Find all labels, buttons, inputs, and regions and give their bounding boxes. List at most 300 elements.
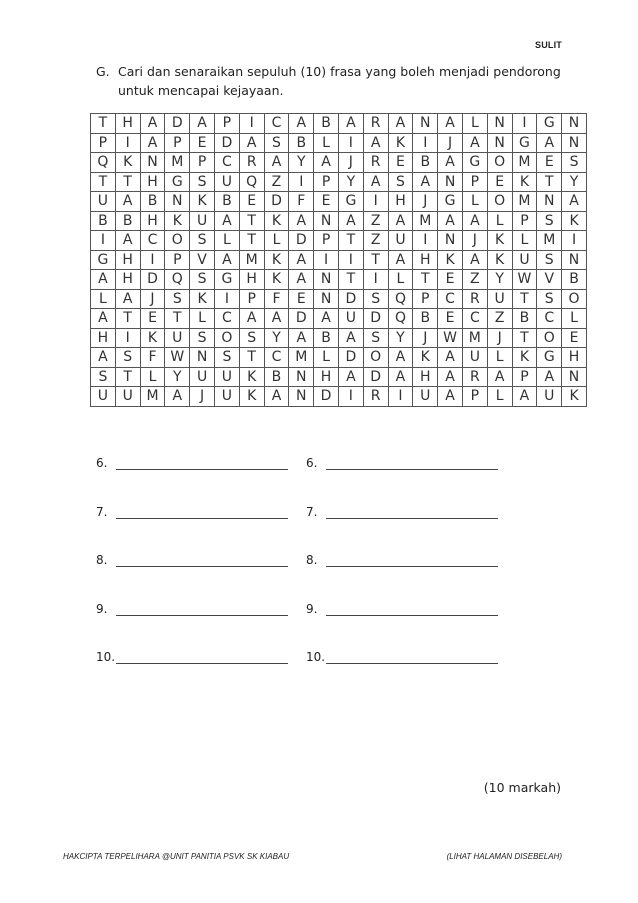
- grid-cell[interactable]: Y: [165, 367, 190, 387]
- grid-cell[interactable]: Q: [165, 270, 190, 290]
- grid-cell[interactable]: H: [91, 328, 116, 348]
- grid-cell[interactable]: K: [140, 328, 165, 348]
- grid-cell[interactable]: R: [462, 289, 487, 309]
- grid-cell[interactable]: M: [537, 231, 562, 251]
- grid-cell[interactable]: A: [462, 211, 487, 231]
- grid-cell[interactable]: K: [562, 387, 587, 407]
- grid-cell[interactable]: A: [338, 114, 363, 134]
- grid-cell[interactable]: E: [239, 192, 264, 212]
- grid-cell[interactable]: O: [487, 153, 512, 173]
- grid-cell[interactable]: S: [264, 133, 289, 153]
- grid-cell[interactable]: E: [438, 309, 463, 329]
- grid-cell[interactable]: N: [314, 211, 339, 231]
- grid-cell[interactable]: G: [438, 192, 463, 212]
- grid-cell[interactable]: T: [363, 250, 388, 270]
- grid-cell[interactable]: S: [363, 289, 388, 309]
- grid-cell[interactable]: A: [338, 328, 363, 348]
- grid-cell[interactable]: D: [363, 367, 388, 387]
- grid-cell[interactable]: B: [413, 309, 438, 329]
- grid-cell[interactable]: U: [214, 387, 239, 407]
- grid-cell[interactable]: Z: [264, 172, 289, 192]
- grid-cell[interactable]: G: [338, 192, 363, 212]
- grid-cell[interactable]: P: [165, 133, 190, 153]
- grid-cell[interactable]: T: [115, 367, 140, 387]
- grid-cell[interactable]: T: [512, 289, 537, 309]
- grid-cell[interactable]: D: [363, 309, 388, 329]
- grid-cell[interactable]: F: [289, 192, 314, 212]
- grid-cell[interactable]: K: [264, 250, 289, 270]
- grid-cell[interactable]: K: [264, 270, 289, 290]
- grid-cell[interactable]: A: [438, 367, 463, 387]
- grid-cell[interactable]: U: [91, 387, 116, 407]
- grid-cell[interactable]: B: [91, 211, 116, 231]
- grid-cell[interactable]: D: [289, 231, 314, 251]
- grid-cell[interactable]: N: [562, 114, 587, 134]
- grid-cell[interactable]: J: [462, 231, 487, 251]
- grid-cell[interactable]: D: [338, 289, 363, 309]
- grid-cell[interactable]: T: [91, 114, 116, 134]
- grid-cell[interactable]: Y: [562, 172, 587, 192]
- answer-line-input[interactable]: [326, 554, 498, 567]
- grid-cell[interactable]: I: [363, 270, 388, 290]
- grid-cell[interactable]: I: [413, 133, 438, 153]
- grid-cell[interactable]: K: [190, 192, 215, 212]
- answer-line-input[interactable]: [326, 506, 498, 519]
- grid-cell[interactable]: K: [512, 172, 537, 192]
- grid-cell[interactable]: P: [314, 231, 339, 251]
- grid-cell[interactable]: S: [115, 348, 140, 368]
- grid-cell[interactable]: U: [413, 387, 438, 407]
- grid-cell[interactable]: U: [190, 367, 215, 387]
- grid-cell[interactable]: Z: [487, 309, 512, 329]
- grid-cell[interactable]: D: [314, 387, 339, 407]
- grid-cell[interactable]: H: [413, 250, 438, 270]
- grid-cell[interactable]: L: [264, 231, 289, 251]
- grid-cell[interactable]: L: [314, 348, 339, 368]
- grid-cell[interactable]: A: [190, 114, 215, 134]
- grid-cell[interactable]: U: [462, 348, 487, 368]
- grid-cell[interactable]: U: [214, 367, 239, 387]
- grid-cell[interactable]: A: [388, 211, 413, 231]
- grid-cell[interactable]: U: [190, 211, 215, 231]
- grid-cell[interactable]: P: [190, 153, 215, 173]
- grid-cell[interactable]: G: [91, 250, 116, 270]
- grid-cell[interactable]: H: [413, 367, 438, 387]
- grid-cell[interactable]: N: [165, 192, 190, 212]
- grid-cell[interactable]: N: [487, 133, 512, 153]
- grid-cell[interactable]: K: [413, 348, 438, 368]
- grid-cell[interactable]: M: [165, 153, 190, 173]
- grid-cell[interactable]: H: [140, 172, 165, 192]
- grid-cell[interactable]: L: [190, 309, 215, 329]
- grid-cell[interactable]: A: [289, 328, 314, 348]
- grid-cell[interactable]: T: [239, 348, 264, 368]
- grid-cell[interactable]: H: [562, 348, 587, 368]
- grid-cell[interactable]: B: [140, 192, 165, 212]
- grid-cell[interactable]: F: [264, 289, 289, 309]
- grid-cell[interactable]: N: [562, 367, 587, 387]
- grid-cell[interactable]: P: [239, 289, 264, 309]
- grid-cell[interactable]: J: [190, 387, 215, 407]
- grid-cell[interactable]: S: [190, 328, 215, 348]
- grid-cell[interactable]: A: [338, 367, 363, 387]
- grid-cell[interactable]: N: [140, 153, 165, 173]
- grid-cell[interactable]: K: [190, 289, 215, 309]
- grid-cell[interactable]: S: [363, 328, 388, 348]
- grid-cell[interactable]: A: [91, 270, 116, 290]
- grid-cell[interactable]: L: [140, 367, 165, 387]
- grid-cell[interactable]: E: [562, 328, 587, 348]
- grid-cell[interactable]: T: [115, 309, 140, 329]
- grid-cell[interactable]: B: [214, 192, 239, 212]
- grid-cell[interactable]: O: [214, 328, 239, 348]
- grid-cell[interactable]: L: [487, 387, 512, 407]
- grid-cell[interactable]: A: [91, 309, 116, 329]
- grid-cell[interactable]: K: [239, 387, 264, 407]
- grid-cell[interactable]: V: [537, 270, 562, 290]
- grid-cell[interactable]: M: [512, 153, 537, 173]
- grid-cell[interactable]: J: [413, 328, 438, 348]
- grid-cell[interactable]: N: [289, 387, 314, 407]
- grid-cell[interactable]: N: [487, 114, 512, 134]
- grid-cell[interactable]: I: [115, 133, 140, 153]
- grid-cell[interactable]: D: [289, 309, 314, 329]
- grid-cell[interactable]: A: [363, 133, 388, 153]
- grid-cell[interactable]: H: [314, 367, 339, 387]
- grid-cell[interactable]: S: [537, 211, 562, 231]
- grid-cell[interactable]: J: [413, 192, 438, 212]
- grid-cell[interactable]: A: [438, 211, 463, 231]
- grid-cell[interactable]: T: [537, 172, 562, 192]
- grid-cell[interactable]: A: [462, 133, 487, 153]
- grid-cell[interactable]: A: [314, 153, 339, 173]
- grid-cell[interactable]: K: [115, 153, 140, 173]
- grid-cell[interactable]: S: [190, 231, 215, 251]
- grid-cell[interactable]: B: [512, 309, 537, 329]
- grid-cell[interactable]: N: [413, 114, 438, 134]
- grid-cell[interactable]: U: [338, 309, 363, 329]
- grid-cell[interactable]: Y: [264, 328, 289, 348]
- answer-line-input[interactable]: [116, 651, 288, 664]
- grid-cell[interactable]: N: [314, 270, 339, 290]
- grid-cell[interactable]: Q: [91, 153, 116, 173]
- grid-cell[interactable]: A: [388, 367, 413, 387]
- grid-cell[interactable]: L: [462, 114, 487, 134]
- grid-cell[interactable]: K: [562, 211, 587, 231]
- grid-cell[interactable]: A: [165, 387, 190, 407]
- grid-cell[interactable]: M: [140, 387, 165, 407]
- grid-cell[interactable]: H: [388, 192, 413, 212]
- grid-cell[interactable]: A: [462, 250, 487, 270]
- grid-cell[interactable]: T: [338, 231, 363, 251]
- grid-cell[interactable]: M: [413, 211, 438, 231]
- grid-cell[interactable]: E: [140, 309, 165, 329]
- grid-cell[interactable]: N: [289, 367, 314, 387]
- grid-cell[interactable]: N: [438, 172, 463, 192]
- grid-cell[interactable]: A: [487, 367, 512, 387]
- grid-cell[interactable]: T: [91, 172, 116, 192]
- grid-cell[interactable]: E: [537, 153, 562, 173]
- grid-cell[interactable]: S: [537, 289, 562, 309]
- grid-cell[interactable]: M: [289, 348, 314, 368]
- grid-cell[interactable]: S: [214, 348, 239, 368]
- grid-cell[interactable]: L: [512, 231, 537, 251]
- grid-cell[interactable]: S: [190, 172, 215, 192]
- grid-cell[interactable]: A: [140, 114, 165, 134]
- grid-cell[interactable]: A: [214, 211, 239, 231]
- grid-cell[interactable]: T: [512, 328, 537, 348]
- answer-line-input[interactable]: [116, 506, 288, 519]
- grid-cell[interactable]: G: [462, 153, 487, 173]
- grid-cell[interactable]: P: [91, 133, 116, 153]
- grid-cell[interactable]: K: [438, 250, 463, 270]
- grid-cell[interactable]: U: [115, 387, 140, 407]
- grid-cell[interactable]: U: [388, 231, 413, 251]
- grid-cell[interactable]: U: [214, 172, 239, 192]
- grid-cell[interactable]: O: [165, 231, 190, 251]
- grid-cell[interactable]: I: [338, 250, 363, 270]
- grid-cell[interactable]: G: [537, 114, 562, 134]
- grid-cell[interactable]: A: [91, 348, 116, 368]
- grid-cell[interactable]: B: [413, 153, 438, 173]
- grid-cell[interactable]: V: [190, 250, 215, 270]
- grid-cell[interactable]: A: [562, 192, 587, 212]
- grid-cell[interactable]: N: [537, 192, 562, 212]
- grid-cell[interactable]: U: [165, 328, 190, 348]
- grid-cell[interactable]: R: [363, 387, 388, 407]
- grid-cell[interactable]: S: [562, 153, 587, 173]
- grid-cell[interactable]: P: [462, 172, 487, 192]
- grid-cell[interactable]: I: [338, 133, 363, 153]
- grid-cell[interactable]: Z: [462, 270, 487, 290]
- grid-cell[interactable]: D: [338, 348, 363, 368]
- grid-cell[interactable]: P: [512, 367, 537, 387]
- grid-cell[interactable]: S: [239, 328, 264, 348]
- grid-cell[interactable]: G: [214, 270, 239, 290]
- grid-cell[interactable]: B: [264, 367, 289, 387]
- grid-cell[interactable]: I: [140, 250, 165, 270]
- grid-cell[interactable]: A: [537, 367, 562, 387]
- grid-cell[interactable]: Q: [388, 309, 413, 329]
- grid-cell[interactable]: D: [264, 192, 289, 212]
- grid-cell[interactable]: H: [115, 114, 140, 134]
- grid-cell[interactable]: M: [239, 250, 264, 270]
- grid-cell[interactable]: S: [537, 250, 562, 270]
- grid-cell[interactable]: A: [438, 387, 463, 407]
- grid-cell[interactable]: N: [438, 231, 463, 251]
- grid-cell[interactable]: W: [438, 328, 463, 348]
- grid-cell[interactable]: U: [512, 250, 537, 270]
- grid-cell[interactable]: J: [487, 328, 512, 348]
- grid-cell[interactable]: A: [537, 133, 562, 153]
- grid-cell[interactable]: A: [140, 133, 165, 153]
- grid-cell[interactable]: U: [487, 289, 512, 309]
- grid-cell[interactable]: I: [562, 231, 587, 251]
- grid-cell[interactable]: W: [512, 270, 537, 290]
- grid-cell[interactable]: B: [314, 328, 339, 348]
- grid-cell[interactable]: A: [438, 153, 463, 173]
- grid-cell[interactable]: A: [289, 211, 314, 231]
- grid-cell[interactable]: P: [314, 172, 339, 192]
- grid-cell[interactable]: L: [487, 211, 512, 231]
- grid-cell[interactable]: A: [239, 133, 264, 153]
- grid-cell[interactable]: A: [388, 250, 413, 270]
- grid-cell[interactable]: T: [338, 270, 363, 290]
- grid-cell[interactable]: A: [264, 387, 289, 407]
- grid-cell[interactable]: L: [91, 289, 116, 309]
- grid-cell[interactable]: K: [264, 211, 289, 231]
- grid-cell[interactable]: T: [413, 270, 438, 290]
- answer-line-input[interactable]: [326, 457, 498, 470]
- answer-line-input[interactable]: [116, 603, 288, 616]
- grid-cell[interactable]: I: [413, 231, 438, 251]
- grid-cell[interactable]: A: [512, 387, 537, 407]
- grid-cell[interactable]: A: [314, 309, 339, 329]
- grid-cell[interactable]: H: [140, 211, 165, 231]
- grid-cell[interactable]: C: [438, 289, 463, 309]
- grid-cell[interactable]: A: [289, 114, 314, 134]
- grid-cell[interactable]: L: [314, 133, 339, 153]
- grid-cell[interactable]: S: [91, 367, 116, 387]
- grid-cell[interactable]: R: [239, 153, 264, 173]
- grid-cell[interactable]: Q: [239, 172, 264, 192]
- grid-cell[interactable]: I: [314, 250, 339, 270]
- grid-cell[interactable]: A: [289, 250, 314, 270]
- grid-cell[interactable]: B: [115, 211, 140, 231]
- grid-cell[interactable]: P: [512, 211, 537, 231]
- grid-cell[interactable]: Y: [289, 153, 314, 173]
- grid-cell[interactable]: C: [537, 309, 562, 329]
- grid-cell[interactable]: I: [363, 192, 388, 212]
- grid-cell[interactable]: A: [239, 309, 264, 329]
- grid-cell[interactable]: S: [165, 289, 190, 309]
- answer-line-input[interactable]: [326, 651, 498, 664]
- grid-cell[interactable]: R: [363, 114, 388, 134]
- grid-cell[interactable]: Y: [388, 328, 413, 348]
- grid-cell[interactable]: N: [314, 289, 339, 309]
- grid-cell[interactable]: B: [314, 114, 339, 134]
- grid-cell[interactable]: U: [91, 192, 116, 212]
- grid-cell[interactable]: A: [264, 309, 289, 329]
- grid-cell[interactable]: E: [487, 172, 512, 192]
- grid-cell[interactable]: S: [388, 172, 413, 192]
- grid-cell[interactable]: A: [214, 250, 239, 270]
- grid-cell[interactable]: K: [512, 348, 537, 368]
- grid-cell[interactable]: A: [438, 348, 463, 368]
- grid-cell[interactable]: H: [239, 270, 264, 290]
- grid-cell[interactable]: P: [462, 387, 487, 407]
- grid-cell[interactable]: A: [338, 211, 363, 231]
- grid-cell[interactable]: Q: [388, 289, 413, 309]
- grid-cell[interactable]: A: [438, 114, 463, 134]
- grid-cell[interactable]: K: [487, 231, 512, 251]
- grid-cell[interactable]: N: [190, 348, 215, 368]
- grid-cell[interactable]: L: [214, 231, 239, 251]
- grid-cell[interactable]: R: [462, 367, 487, 387]
- grid-cell[interactable]: K: [165, 211, 190, 231]
- answer-line-input[interactable]: [326, 603, 498, 616]
- grid-cell[interactable]: P: [165, 250, 190, 270]
- grid-cell[interactable]: I: [91, 231, 116, 251]
- grid-cell[interactable]: E: [190, 133, 215, 153]
- grid-cell[interactable]: E: [438, 270, 463, 290]
- grid-cell[interactable]: K: [487, 250, 512, 270]
- grid-cell[interactable]: N: [562, 133, 587, 153]
- grid-cell[interactable]: A: [115, 192, 140, 212]
- answer-line-input[interactable]: [116, 554, 288, 567]
- grid-cell[interactable]: N: [562, 250, 587, 270]
- grid-cell[interactable]: T: [239, 231, 264, 251]
- grid-cell[interactable]: E: [388, 153, 413, 173]
- grid-cell[interactable]: I: [512, 114, 537, 134]
- grid-cell[interactable]: H: [115, 250, 140, 270]
- grid-cell[interactable]: H: [115, 270, 140, 290]
- grid-cell[interactable]: C: [264, 114, 289, 134]
- grid-cell[interactable]: D: [140, 270, 165, 290]
- grid-cell[interactable]: L: [562, 309, 587, 329]
- grid-cell[interactable]: M: [462, 328, 487, 348]
- grid-cell[interactable]: A: [388, 348, 413, 368]
- grid-cell[interactable]: G: [537, 348, 562, 368]
- grid-cell[interactable]: E: [314, 192, 339, 212]
- grid-cell[interactable]: B: [289, 133, 314, 153]
- grid-cell[interactable]: Z: [363, 211, 388, 231]
- grid-cell[interactable]: J: [438, 133, 463, 153]
- grid-cell[interactable]: C: [214, 309, 239, 329]
- grid-cell[interactable]: C: [214, 153, 239, 173]
- grid-cell[interactable]: I: [289, 172, 314, 192]
- grid-cell[interactable]: O: [363, 348, 388, 368]
- grid-cell[interactable]: I: [239, 114, 264, 134]
- grid-cell[interactable]: D: [165, 114, 190, 134]
- grid-cell[interactable]: I: [338, 387, 363, 407]
- grid-cell[interactable]: A: [115, 231, 140, 251]
- grid-cell[interactable]: I: [115, 328, 140, 348]
- grid-cell[interactable]: J: [140, 289, 165, 309]
- grid-cell[interactable]: K: [388, 133, 413, 153]
- grid-cell[interactable]: K: [239, 367, 264, 387]
- grid-cell[interactable]: O: [562, 289, 587, 309]
- grid-cell[interactable]: G: [165, 172, 190, 192]
- grid-cell[interactable]: A: [264, 153, 289, 173]
- grid-cell[interactable]: B: [562, 270, 587, 290]
- grid-cell[interactable]: A: [115, 289, 140, 309]
- grid-cell[interactable]: J: [338, 153, 363, 173]
- grid-cell[interactable]: L: [388, 270, 413, 290]
- grid-cell[interactable]: C: [462, 309, 487, 329]
- grid-cell[interactable]: M: [512, 192, 537, 212]
- grid-cell[interactable]: L: [487, 348, 512, 368]
- grid-cell[interactable]: P: [214, 114, 239, 134]
- grid-cell[interactable]: U: [537, 387, 562, 407]
- grid-cell[interactable]: O: [487, 192, 512, 212]
- grid-cell[interactable]: E: [289, 289, 314, 309]
- grid-cell[interactable]: O: [537, 328, 562, 348]
- grid-cell[interactable]: Z: [363, 231, 388, 251]
- grid-cell[interactable]: P: [413, 289, 438, 309]
- grid-cell[interactable]: I: [388, 387, 413, 407]
- grid-cell[interactable]: I: [214, 289, 239, 309]
- grid-cell[interactable]: A: [363, 172, 388, 192]
- grid-cell[interactable]: Y: [487, 270, 512, 290]
- grid-cell[interactable]: T: [115, 172, 140, 192]
- grid-cell[interactable]: A: [388, 114, 413, 134]
- grid-cell[interactable]: C: [140, 231, 165, 251]
- grid-cell[interactable]: S: [190, 270, 215, 290]
- grid-cell[interactable]: F: [140, 348, 165, 368]
- grid-cell[interactable]: A: [289, 270, 314, 290]
- answer-line-input[interactable]: [116, 457, 288, 470]
